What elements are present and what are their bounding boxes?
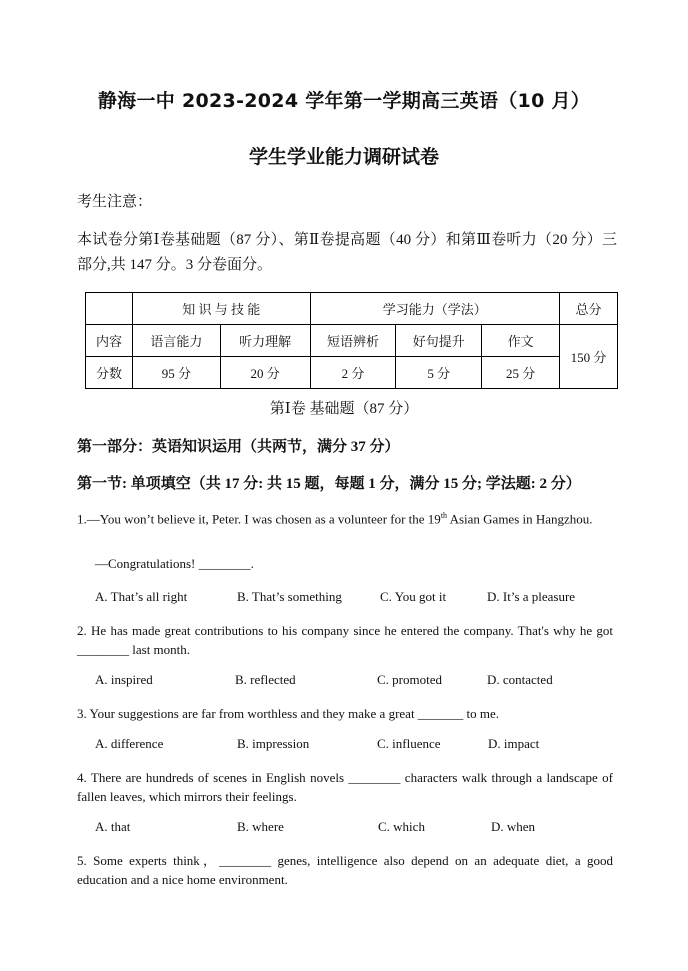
score-cell: 5 分 bbox=[396, 357, 482, 389]
score-cell: 2 分 bbox=[310, 357, 396, 389]
option-a[interactable]: A. That’s all right bbox=[95, 589, 188, 604]
question-4-stem: 4. There are hundreds of scenes in English novels ________ characters walk through a landscape of fallen leaves, which mirrors their feelings. bbox=[77, 770, 613, 804]
option-c[interactable]: C. promoted bbox=[377, 672, 442, 687]
column-header: 听力理解 bbox=[220, 325, 310, 357]
notice-text: 本试卷分第Ⅰ卷基础题（87 分）、第Ⅱ卷提高题（40 分）和第Ⅲ卷听力（20 分）三部分,共 147 分。3 分卷面分。 bbox=[77, 232, 617, 273]
question-1-stem bbox=[77, 506, 613, 528]
ordinal-suffix: th bbox=[440, 511, 448, 520]
score-cell: 25 分 bbox=[482, 357, 560, 389]
table-corner-cell bbox=[86, 293, 133, 325]
question-1-text-b: Asian Games in Hangzhou. bbox=[447, 511, 593, 527]
option-c[interactable]: C. You got it bbox=[380, 589, 447, 604]
question-3-options bbox=[95, 736, 615, 754]
question-1-reply: —Congratulations! ________. bbox=[95, 556, 254, 571]
option-d[interactable]: D. impact bbox=[488, 736, 540, 751]
question-2-options bbox=[95, 672, 615, 690]
column-header: 语言能力 bbox=[132, 325, 220, 357]
option-b[interactable]: B. where bbox=[237, 819, 284, 834]
column-header: 作文 bbox=[482, 325, 560, 357]
option-a[interactable]: A. difference bbox=[95, 736, 164, 751]
exam-title: 静海一中 2023-2024 学年第一学期高三英语（10 月） bbox=[97, 90, 591, 112]
subsection-title: 第一节: 单项填空（共 17 分: 共 15 题，每题 1 分，满分 15 分; 学法题: 2 分） bbox=[77, 476, 581, 492]
question-2-stem: 2. He has made great contributions to his company since he entered the company. That's why he got ________ last month. bbox=[77, 623, 613, 657]
option-c[interactable]: C. influence bbox=[377, 736, 441, 751]
total-header: 总分 bbox=[560, 293, 618, 325]
row-label-content: 内容 bbox=[86, 325, 133, 357]
option-b[interactable]: B. That’s something bbox=[237, 589, 342, 604]
score-cell: 95 分 bbox=[132, 357, 220, 389]
option-d[interactable]: D. contacted bbox=[487, 672, 553, 687]
question-4-options bbox=[95, 819, 615, 837]
option-d[interactable]: D. It’s a pleasure bbox=[487, 589, 576, 604]
column-header: 短语辨析 bbox=[310, 325, 396, 357]
option-a[interactable]: A. inspired bbox=[95, 672, 153, 687]
question-3-stem: 3. Your suggestions are far from worthless and they make a great _______ to me. bbox=[77, 706, 500, 721]
score-cell: 20 分 bbox=[220, 357, 310, 389]
section-title: 第Ⅰ卷 基础题（87 分） bbox=[269, 401, 419, 417]
group-ability-header: 学习能力（学法） bbox=[310, 293, 560, 325]
option-a[interactable]: A. that bbox=[95, 819, 131, 834]
total-score: 150 分 bbox=[560, 325, 618, 389]
column-header: 好句提升 bbox=[396, 325, 482, 357]
question-5-stem: 5. Some experts think，________ genes, intelligence also depend on an adequate diet, a good education and a nice home environment. bbox=[77, 853, 613, 887]
group-knowledge-header: 知 识 与 技 能 bbox=[132, 293, 310, 325]
part-title: 第一部分：英语知识运用（共两节，满分 37 分） bbox=[77, 439, 400, 455]
option-b[interactable]: B. reflected bbox=[235, 672, 296, 687]
exam-subtitle: 学生学业能力调研试卷 bbox=[248, 146, 439, 168]
notice-heading: 考生注意： bbox=[77, 194, 153, 210]
option-c[interactable]: C. which bbox=[378, 819, 425, 834]
score-table bbox=[85, 292, 618, 389]
row-label-score: 分数 bbox=[86, 357, 133, 389]
option-d[interactable]: D. when bbox=[491, 819, 536, 834]
question-1-text-a: 1.—You won’t believe it, Peter. I was chosen as a volunteer for the 19 bbox=[77, 511, 441, 527]
question-1-options bbox=[95, 589, 615, 607]
option-b[interactable]: B. impression bbox=[237, 736, 310, 751]
